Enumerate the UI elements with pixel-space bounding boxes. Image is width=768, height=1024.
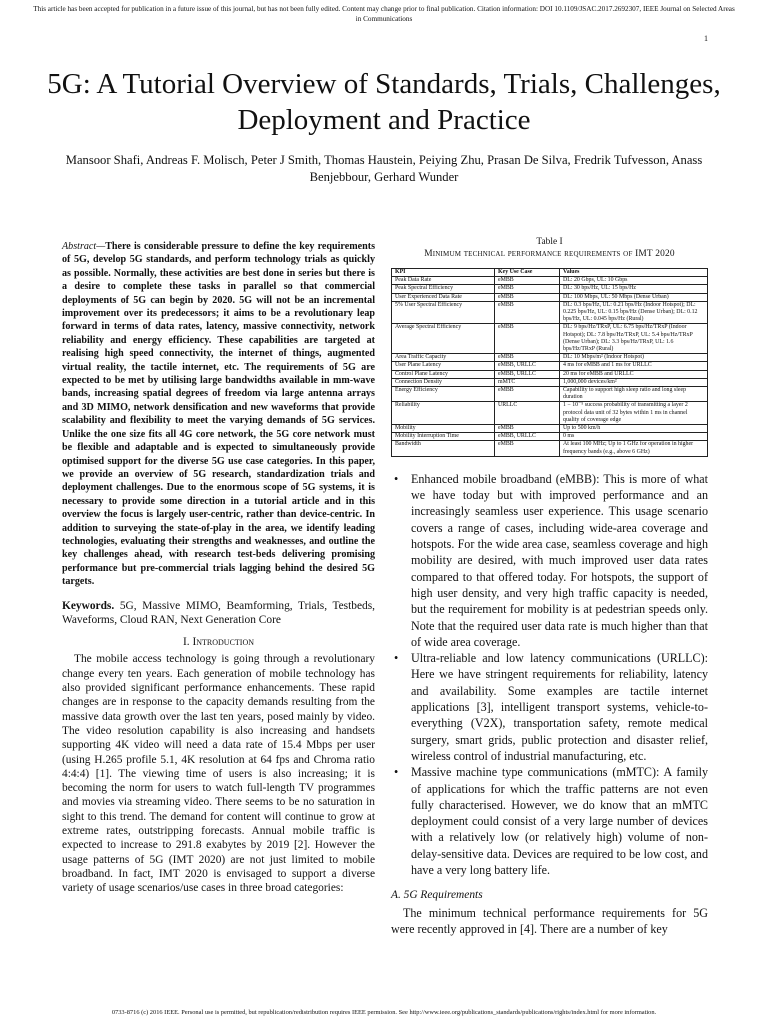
use-case-text: Enhanced mobile broadband (eMBB): This is more of what we have today but with improved performance and an increasingly seamless user experience. This usage scenario covers a range of cases, including wide-area coverage and hotspots. For the wide area case, seamless coverage and high mobility are desired, with much improved user data rates compared to that offered today. For hotspots, the support of high user density, and very high traffic capacity is needed, but the requirement for mobility is at pedestrian speeds only. Note that the required user data rate is much higher than that of wide area coverage.: [411, 471, 708, 649]
table-cell: Up to 500 km/h: [560, 425, 708, 433]
table-cell: DL: 100 Mbps, UL: 50 Mbps (Dense Urban): [560, 293, 708, 301]
bullet-icon: •: [394, 651, 399, 666]
table-cell: eMBB: [495, 293, 560, 301]
journal-note: This article has been accepted for publication in a future issue of this journal, but has not been fully edited. Content may change prior to final publication. Citation information: DOI 10.1109/JSAC.2017.2692307, IEEE Journal on Selected Areas in Communications: [33, 5, 735, 23]
left-column: [62, 240, 375, 896]
table-cell: Mobility Interruption Time: [392, 433, 495, 441]
table-cell: 1,000,000 devices/km²: [560, 378, 708, 386]
table-row: [392, 441, 708, 456]
subsection-heading-requirements: A. 5G Requirements: [391, 889, 483, 902]
table-row: [392, 277, 708, 285]
table-cell: eMBB: [495, 425, 560, 433]
table-header-row: [392, 269, 708, 277]
table-row: [392, 293, 708, 301]
table-cell: Reliability: [392, 402, 495, 425]
keywords: [62, 599, 375, 628]
table-header-cell: Values: [560, 269, 708, 277]
table-row: [392, 387, 708, 402]
table-cell: Connection Density: [392, 378, 495, 386]
table-header-cell: Key Use Case: [495, 269, 560, 277]
abstract: [62, 240, 375, 589]
keywords-text: 5G, Massive MIMO, Beamforming, Trials, Testbeds, Waveforms, Cloud RAN, Next Generation Core: [62, 599, 375, 626]
right-column: [391, 236, 708, 937]
table-cell: eMBB: [495, 277, 560, 285]
table-cell: eMBB, URLLC: [495, 362, 560, 370]
table-cell: eMBB, URLLC: [495, 433, 560, 441]
table-cell: Area Traffic Capacity: [392, 354, 495, 362]
requirements-paragraph: The minimum technical performance requirements for 5G were recently approved in [4]. There are a number of key: [391, 905, 708, 936]
list-item: [394, 650, 708, 764]
table-row: [392, 354, 708, 362]
table-row: [392, 301, 708, 324]
table-cell: 0 ms: [560, 433, 708, 441]
table-cell: eMBB: [495, 441, 560, 456]
table-header-cell: KPI: [392, 269, 495, 277]
table-cell: eMBB: [495, 387, 560, 402]
table-cell: Capability to support high sleep ratio and long sleep duration: [560, 387, 708, 402]
table-caption: Minimum technical performance requirements of IMT 2020: [424, 249, 675, 259]
table-row: [392, 433, 708, 441]
author-list: Mansoor Shafi, Andreas F. Molisch, Peter J Smith, Thomas Haustein, Peiying Zhu, Prasan De Silva, Fredrik Tufvesson, Anass Benjebbour, Gerhard Wunder: [65, 153, 703, 184]
table-cell: 1 − 10⁻⁵ success probability of transmitting a layer 2 protocol data unit of 32 bytes within 1 ms in channel quality of coverage edge: [560, 402, 708, 425]
table-cell: Mobility: [392, 425, 495, 433]
table-cell: Control Plane Latency: [392, 370, 495, 378]
table-cell: mMTC: [495, 378, 560, 386]
table-row: [392, 285, 708, 293]
table-cell: URLLC: [495, 402, 560, 425]
use-case-text: Massive machine type communications (mMTC): A family of applications for which the traffic patterns are not even fully characterised. However, we do know that an mMTC deployment could consist of a very large number of devices with a relatively low (or relatively high) volume of non-delay-sensitive data. Devices are required to be low cost, and have a very long battery life.: [411, 765, 708, 877]
table-cell: 5% User Spectral Efficiency: [392, 301, 495, 324]
table-cell: eMBB: [495, 285, 560, 293]
table-cell: Energy Efficiency: [392, 387, 495, 402]
table-label: Table I: [536, 237, 563, 247]
table-row: [392, 402, 708, 425]
table-row: [392, 425, 708, 433]
table-cell: User Experienced Data Rate: [392, 293, 495, 301]
abstract-lead: Abstract—: [62, 241, 106, 252]
table-cell: eMBB, URLLC: [495, 370, 560, 378]
table-cell: User Plane Latency: [392, 362, 495, 370]
list-item: [394, 471, 708, 650]
page-number: 1: [704, 34, 708, 43]
table-cell: DL: 0.3 bps/Hz, UL: 0.21 bps/Hz (Indoor Hotspot); DL: 0.225 bps/Hz, UL: 0.15 bps/Hz (Dense Urban); DL: 0.12 bps/Hz, UL: 0.045 bps/Hz (Rural): [560, 301, 708, 324]
requirements-table: [391, 268, 708, 457]
table-cell: At least 100 MHz; Up to 1 GHz for operation in higher frequency bands (e.g., above 6 GHz): [560, 441, 708, 456]
table-cell: eMBB: [495, 324, 560, 354]
table-cell: DL: 20 Gbps, UL: 10 Gbps: [560, 277, 708, 285]
table-cell: DL: 9 bps/Hz/TRxP, UL: 6.75 bps/Hz/TRxP (Indoor Hotspot); DL: 7.8 bps/Hz/TRxP, UL: 5.4 bps/Hz/TRxP (Dense Urban); DL: 3.3 bps/Hz/TRxP, UL: 1.6 bps/Hz/TRxP (Rural): [560, 324, 708, 354]
abstract-text: There is considerable pressure to define the key requirements of 5G, develop 5G standards, and perform technology trials as quickly as possible. Normally, these activities are best done in series but there is a desire to complete these tasks in parallel so that commercial deployments of 5G can begin by 2020. 5G will not be an incremental improvement over its predecessors; it aims to be a revolutionary leap forward in terms of data rates, latency, massive connectivity, network reliability and energy efficiency. These capabilities are targeted at realising high speed connectivity, the internet of things, augmented virtual reality, the tactile internet, etc. The requirements of 5G are expected to be met by utilising large bandwidths available in mm-wave bands, increasing spatial degrees of freedom via large antenna arrays and 3D MIMO, network densification and new waveforms that provide scalability and flexibility to meet the varying demands of 5G services. Unlike the one size fits all 4G core network, the 5G core network must be flexible and adaptable and is expected to simultaneously provide optimised support for the diverse 5G use case categories. In this paper, we provide an overview of 5G research, standardization trials and deployment challenges. Due to the enormous scope of 5G systems, it is necessary to provide some direction in a tutorial article and in this overview the focus is largely user-centric, rather than device-centric. In addition to surveying the state-of-play in the area, we identify leading technologies, evaluating their strengths and weaknesses, and outline the key challenges ahead, with research test-beds delivering promising performance but pre-commercial trials lagging behind the desired 5G targets.: [62, 241, 375, 588]
table-body: [392, 277, 708, 457]
table-cell: eMBB: [495, 301, 560, 324]
bullet-icon: •: [394, 471, 399, 486]
use-case-list: [391, 471, 708, 878]
bullet-icon: •: [394, 765, 399, 780]
table-cell: eMBB: [495, 354, 560, 362]
table-cell: Peak Data Rate: [392, 277, 495, 285]
intro-paragraph: The mobile access technology is going through a revolutionary change every ten years. Each generation of mobile technology has also provided significant performance enhancements. These rapid changes are in response to the capacity demands resulting from the massive data growth over the last ten years, posed mainly by video. The video resolution capability is also increasing and handsets supporting 4K video will need a data rate of 15.4 Mbps per user (using H.265 profile 5.1, 4K resolution at 64 fps and Chroma ratio 4:4:4) [1]. The viewing time of users is also increasing; it is becoming the norm for users to watch full-length TV programmes and movies via streaming video. There seems to be no saturation in sight to this trend. The demand for content will continue to grow at extreme rates, outstripping forecasts. Annual mobile traffic is expected to increase to 291.8 exabytes by 2019 [2]. However the usage patterns of 5G (IMT 2020) are not just limited to mobile broadband. In fact, IMT 2020 is envisaged to support a diverse variety of usage scenarios/use cases in three broad categories:: [62, 653, 375, 895]
table-row: [392, 324, 708, 354]
table-cell: 4 ms for eMBB and 1 ms for URLLC: [560, 362, 708, 370]
use-case-text: Ultra-reliable and low latency communications (URLLC): Here we have stringent requirements for reliability, latency and availability. Some examples are tactile internet applications [3], intelligent transport systems, vehicle-to-everything (V2X), transportation safety, remote medical surgery, smart grids, public protection and disaster relief, wireless control of industrial manufacturing, etc.: [411, 651, 708, 763]
table-row: [392, 378, 708, 386]
table-cell: DL: 30 bps/Hz, UL: 15 bps/Hz: [560, 285, 708, 293]
table-cell: DL: 10 Mbps/m² (Indoor Hotspot): [560, 354, 708, 362]
table-row: [392, 370, 708, 378]
table-row: [392, 362, 708, 370]
table-cell: Peak Spectral Efficiency: [392, 285, 495, 293]
table-cell: Average Spectral Efficiency: [392, 324, 495, 354]
table-cell: 20 ms for eMBB and URLLC: [560, 370, 708, 378]
keywords-label: Keywords.: [62, 599, 115, 612]
copyright-footer: 0733-8716 (c) 2016 IEEE. Personal use is permitted, but republication/redistribution requires IEEE permission. See http://www.ieee.org/publications_standards/publications/rights/index.html for more information.: [111, 1009, 657, 1016]
section-heading-introduction: I. Introduction: [182, 636, 255, 649]
list-item: [394, 764, 708, 878]
table-cell: Bandwidth: [392, 441, 495, 456]
paper-title: 5G: A Tutorial Overview of Standards, Trials, Challenges, Deployment and Practice: [47, 68, 721, 136]
